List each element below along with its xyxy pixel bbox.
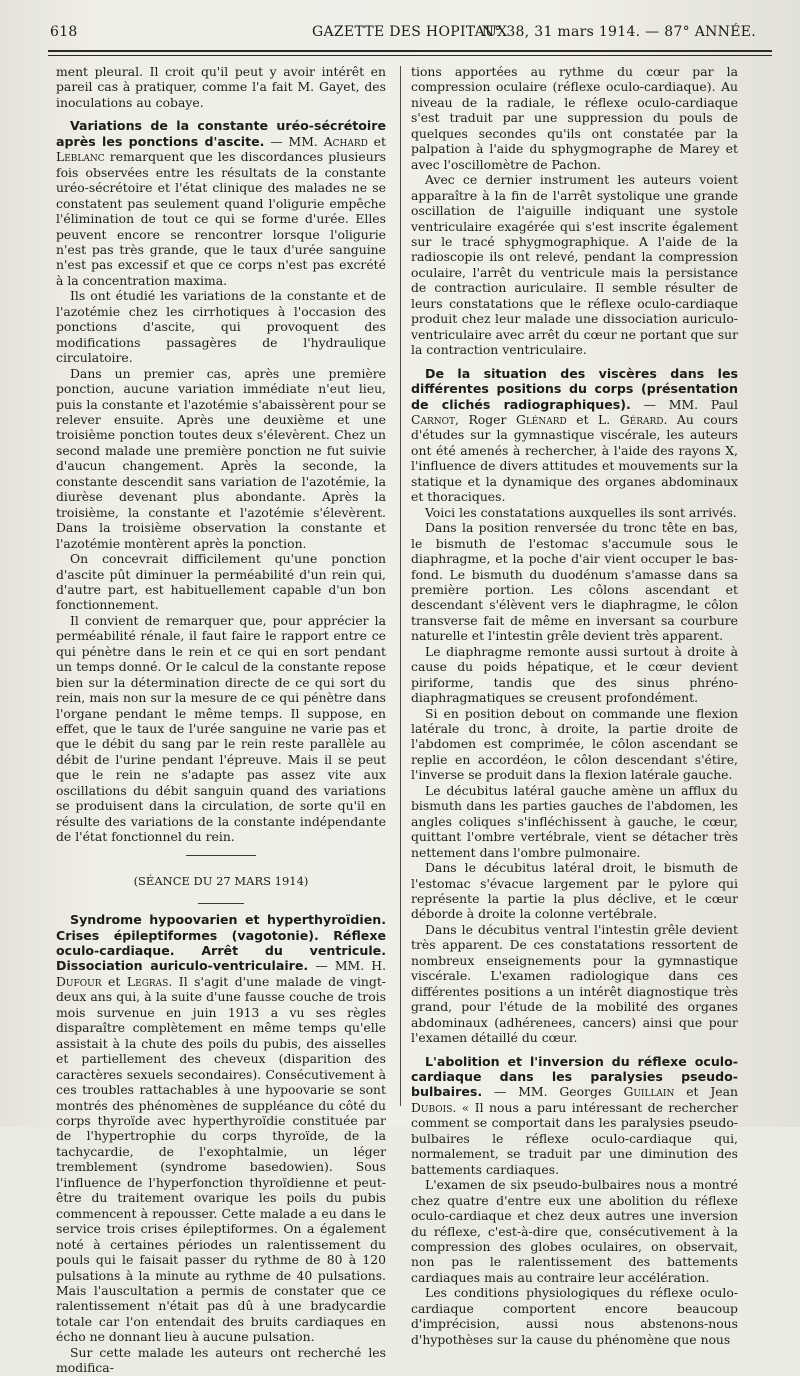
author-name: Achard (323, 133, 368, 149)
section-rule (186, 855, 256, 856)
section-rule (198, 903, 244, 904)
paragraph: tions apportées au rythme du cœur par la compression oculaire (réflexe oculo-cardiaque). Au niveau de la radiale, le réflexe oculo-cardiaque s'est traduit par une suppression du pouls de quelques secondes qu'ils ont constatée par la palpation à l'aide du sphygmographe de Marey et avec l'oscillomètre de Pachon. (411, 64, 738, 172)
paragraph: Dans le décubitus latéral droit, le bismuth de l'estomac s'évacue largement par le pylore qui représente la partie la plus déclive, et le cœur déborde à droite la colonne vertébrale. (411, 860, 738, 922)
paragraph: ment pleural. Il croit qu'il peut y avoir intérêt en pareil cas à pratiquer, comme l'a fait M. Gayet, des inoculations au cobaye. (56, 64, 386, 110)
paragraph: Voici les constatations auxquelles ils sont arrivés. (425, 504, 737, 520)
journal-title: GAZETTE DES HOPITAUX (312, 24, 508, 40)
paragraph: Si en position debout on commande une flexion latérale du tronc, à droite, la partie droite de l'abdomen est comprimée, le côlon ascendant se replie en accordéon, le côlon descendant s'étire, l'inverse se produit dans la flexion latérale gauche. (411, 705, 738, 783)
article-title: De la situation des viscères dans les différentes positions du corps (présentation de clichés radiographiques). (411, 365, 738, 412)
article-situation-visceres: De la situation des viscères dans les différentes positions du corps (présentation de clichés radiographiques). — MM. Paul Carnot, Roger Glénard et L. Gérard. Au cours d'études sur la gymnastique viscérale, les auteurs ont été amenés à rechercher, à l'aide des rayons X, l'influence de divers attitudes et mouvements sur la statique et la dynamique des organes abdominaux et thoraciques. (411, 365, 739, 505)
left-column (56, 64, 386, 1376)
author-name: Legras (126, 973, 169, 989)
paragraph: Dans le décubitus ventral l'intestin grêle devient très apparent. De ces constatations ressortent de nombreux enseignements pour la gymnastique viscérale. L'examen radiologique dans ces différentes positions a un intérêt diagnostique très grand, pour l'étude de la mobilité des organes abdominaux (adhérenees, cancers) ainsi que pour l'examen détaillé du cœur. (411, 921, 738, 1046)
author-name: Carnot (411, 411, 456, 427)
header-rule-thin (48, 55, 772, 56)
article-syndrome-hypoovarien: Syndrome hypoovarien et hyperthyroïdien. Crises épileptiformes (vagotonie). Réflexe oculo-cardiaque. Arrêt du ventricule. Dissociation auriculo-ventriculaire. — MM. H. Dufour et Legras. Il s'agit d'une malade de vingt-deux ans qui, à la suite d'une fausse couche de trois mois survenue en juin 1913 a vu ses règles disparaître complètement en même temps qu'elle assistait à la chute des poils du pubis, des aisselles et partiellement des cheveux (disparition des caractères sexuels secondaires). Consécutivement à ces troubles rattachables à une hypoovarie se sont montrés des phénomènes de suppléance du côté du corps thyroïde avec hyperthyroïdie constituée par de l'hypertrophie du corps thyroïde, de la tachycardie, de l'exophtalmie, un léger tremblement (syndrome basedowien). Sous l'influence de l'hyperfonction thyroïdienne et peut-être du traitement ovarique les poils du pubis commencent à repousser. Cette malade a eu dans le service trois crises épileptiformes. On a également noté à certaines périodes un ralentissement du pouls qui le faisait passer du rythme de 80 à 120 pulsations à la minute au rythme de 40 pulsations. Mais l'auscultation a permis de constater que ce ralentissement n'était pas dû à une bradycardie totale car l'on entendait des bruits cardiaques en écho ne donnant lieu à aucune pulsation. (56, 912, 387, 1345)
article-title: Syndrome hypoovarien et hyperthyroïdien. Crises épileptiformes (vagotonie). Réflexe oculo-cardiaque. Arrêt du ventricule. Dissociation auriculo-ventriculaire. (56, 912, 386, 974)
paragraph: Ils ont étudié les variations de la constante et de l'azotémie chez les cirrhotiques à l'occasion des ponctions d'ascite, qui provoquent des modifications passagères de l'hydraulique circulatoire. (56, 288, 386, 366)
paragraph: Il convient de remarquer que, pour apprécier la perméabilité rénale, il faut faire le rapport entre ce qui pénètre dans le rein et ce qui en sort pendant un temps donné. Or le calcul de la constante repose bien sur la détermination directe de ce qui sort du rein, mais non sur la mesure de ce qui pénètre dans l'organe pendant le même temps. Il suppose, en effet, que le taux de l'urée sanguine ne varie pas et que le débit du sang par le rein reste parallèle au débit de l'urine pendant l'épreuve. Mais il se peut que le rein ne s'adapte pas assez vite aux oscillations du débit sanguin quand des variations se produisent dans la circulation, de sorte qu'il en résulte des variations de la constante indépendante de l'état fonctionnel du rein. (56, 612, 386, 845)
seance-heading: (SÉANCE DU 27 MARS 1914) (133, 873, 309, 888)
article-uree-secretoire: Variations de la constante uréo-sécrétoire après les ponctions d'ascite. — MM. Achard et Leblanc remarquent que les discordances plusieurs fois observées entre les résultats de la constante uréo-sécrétoire et l'état clinique des malades ne se constatent pas seulement quand l'oligurie empêche l'élimination de tout ce qui se forme d'urée. Elles peuvent encore se rencontrer lorsque l'oligurie n'est pas très grande, que le taux d'urée sanguine n'est pas excessif et que ce corps n'est pas excrété à la concentration maxima. (56, 118, 386, 288)
author-name: Leblanc (56, 149, 105, 165)
paragraph: On concevrait difficilement qu'une ponction d'ascite pût diminuer la perméabilité d'un rein qui, d'autre part, est habituellement capable d'un bon fonctionnement. (56, 551, 386, 613)
article-title: L'abolition et l'inversion du réflexe oculo-cardiaque dans les paralysies pseudo-bulbaires. (411, 1053, 738, 1100)
author-name: Gérard (619, 411, 664, 427)
paragraph: Le diaphragme remonte aussi surtout à droite à cause du poids hépatique, et le cœur devient piriforme, tandis que des sinus phréno-diaphragmatiques se creusent profondément. (411, 643, 738, 706)
paragraph: L'examen de six pseudo-bulbaires nous a montré chez quatre d'entre eux une abolition du réflexe oculo-cardiaque et chez deux autres une inversion du réflexe, c'est-à-dire que, consécutivement à la compression des globes oculaires, on observait, non pas le ralentissement des battements cardiaques mais au contraire leur accélération. (411, 1177, 738, 1285)
issue-line: N° 38, 31 mars 1914. — 87° ANNÉE. (481, 24, 756, 40)
running-header (44, 24, 772, 48)
paragraph: Dans la position renversée du tronc tête en bas, le bismuth de l'estomac s'accumule sous le diaphragme, et la poche d'air vient occuper le bas-fond. Le bismuth du duodénum s'amasse dans sa première portion. Les côlons ascendant et descendant s'élèvent vers le diaphragme, le côlon transverse fait de même en inversant sa courbure naturelle et l'intestin grêle devient très apparent. (411, 520, 738, 644)
paragraph: Dans un premier cas, après une première ponction, aucune variation immédiate n'eut lieu, puis la constante et l'azotémie s'abaissèrent pour se relever ensuite. Après une deuxième et une troisième ponction toutes deux s'élevèrent. Chez un second malade une première ponction ne fut suivie d'aucun changement. Après la seconde, la constante descendit sans variation de l'azotémie, la diurèse devenant plus abondante. Après la troisième, la constante et l'azotémie s'élevèrent. Dans la troisième observation la constante et l'azotémie montèrent après la ponction. (56, 365, 386, 551)
author-name: Dufour (56, 973, 102, 989)
paragraph: Le décubitus latéral gauche amène un afflux du bismuth dans les parties gauches de l'abdomen, les angles coliques s'infléchissent à gauche, le cœur, quittant l'ombre vertébrale, vient se détacher très nettement dans l'ombre pulmonaire. (411, 782, 738, 860)
article-title: Variations de la constante uréo-sécrétoire après les ponctions d'ascite. (56, 118, 386, 149)
header-rule-thick (48, 50, 772, 52)
column-divider (400, 66, 401, 1106)
paragraph: Sur cette malade les auteurs ont recherché les modifica- (56, 1344, 386, 1376)
author-name: Dubois (411, 1099, 453, 1115)
paragraph: Les conditions physiologiques du réflexe oculo-cardiaque comportent encore beaucoup d'imprécision, aussi nous abstenons-nous d'hypothèses sur la cause du phénomène que nous (411, 1285, 738, 1347)
author-name: Glénard (515, 411, 567, 427)
article-reflexe-oculo-cardiaque: L'abolition et l'inversion du réflexe oculo-cardiaque dans les paralysies pseudo-bulbaires. — MM. Georges Guillain et Jean Dubois. « Il nous a paru intéressant de rechercher comment se comportait dans les paralysies pseudo-bulbaires le réflexe oculo-cardiaque qui, normalement, se traduit par une diminution des battements cardiaques. (411, 1053, 738, 1177)
page-number: 618 (50, 24, 78, 40)
author-name: Guillain (623, 1084, 675, 1100)
right-column (411, 64, 738, 1347)
paragraph: Avec ce dernier instrument les auteurs voient apparaître à la fin de l'arrêt systolique une grande oscillation de l'aiguille indiquant une systole ventriculaire exagérée qui s'est inscrite également sur le tracé sphygmographique. A l'aide de la radioscopie ils ont relevé, pendant la compression oculaire, l'arrêt du ventricule mais la persistance de contraction auriculaire. Il semble résulter de leurs constatations que le réflexe oculo-cardiaque produit chez leur malade une dissociation auriculo-ventriculaire avec arrêt du cœur ne portant que sur la contraction ventriculaire. (411, 172, 738, 358)
